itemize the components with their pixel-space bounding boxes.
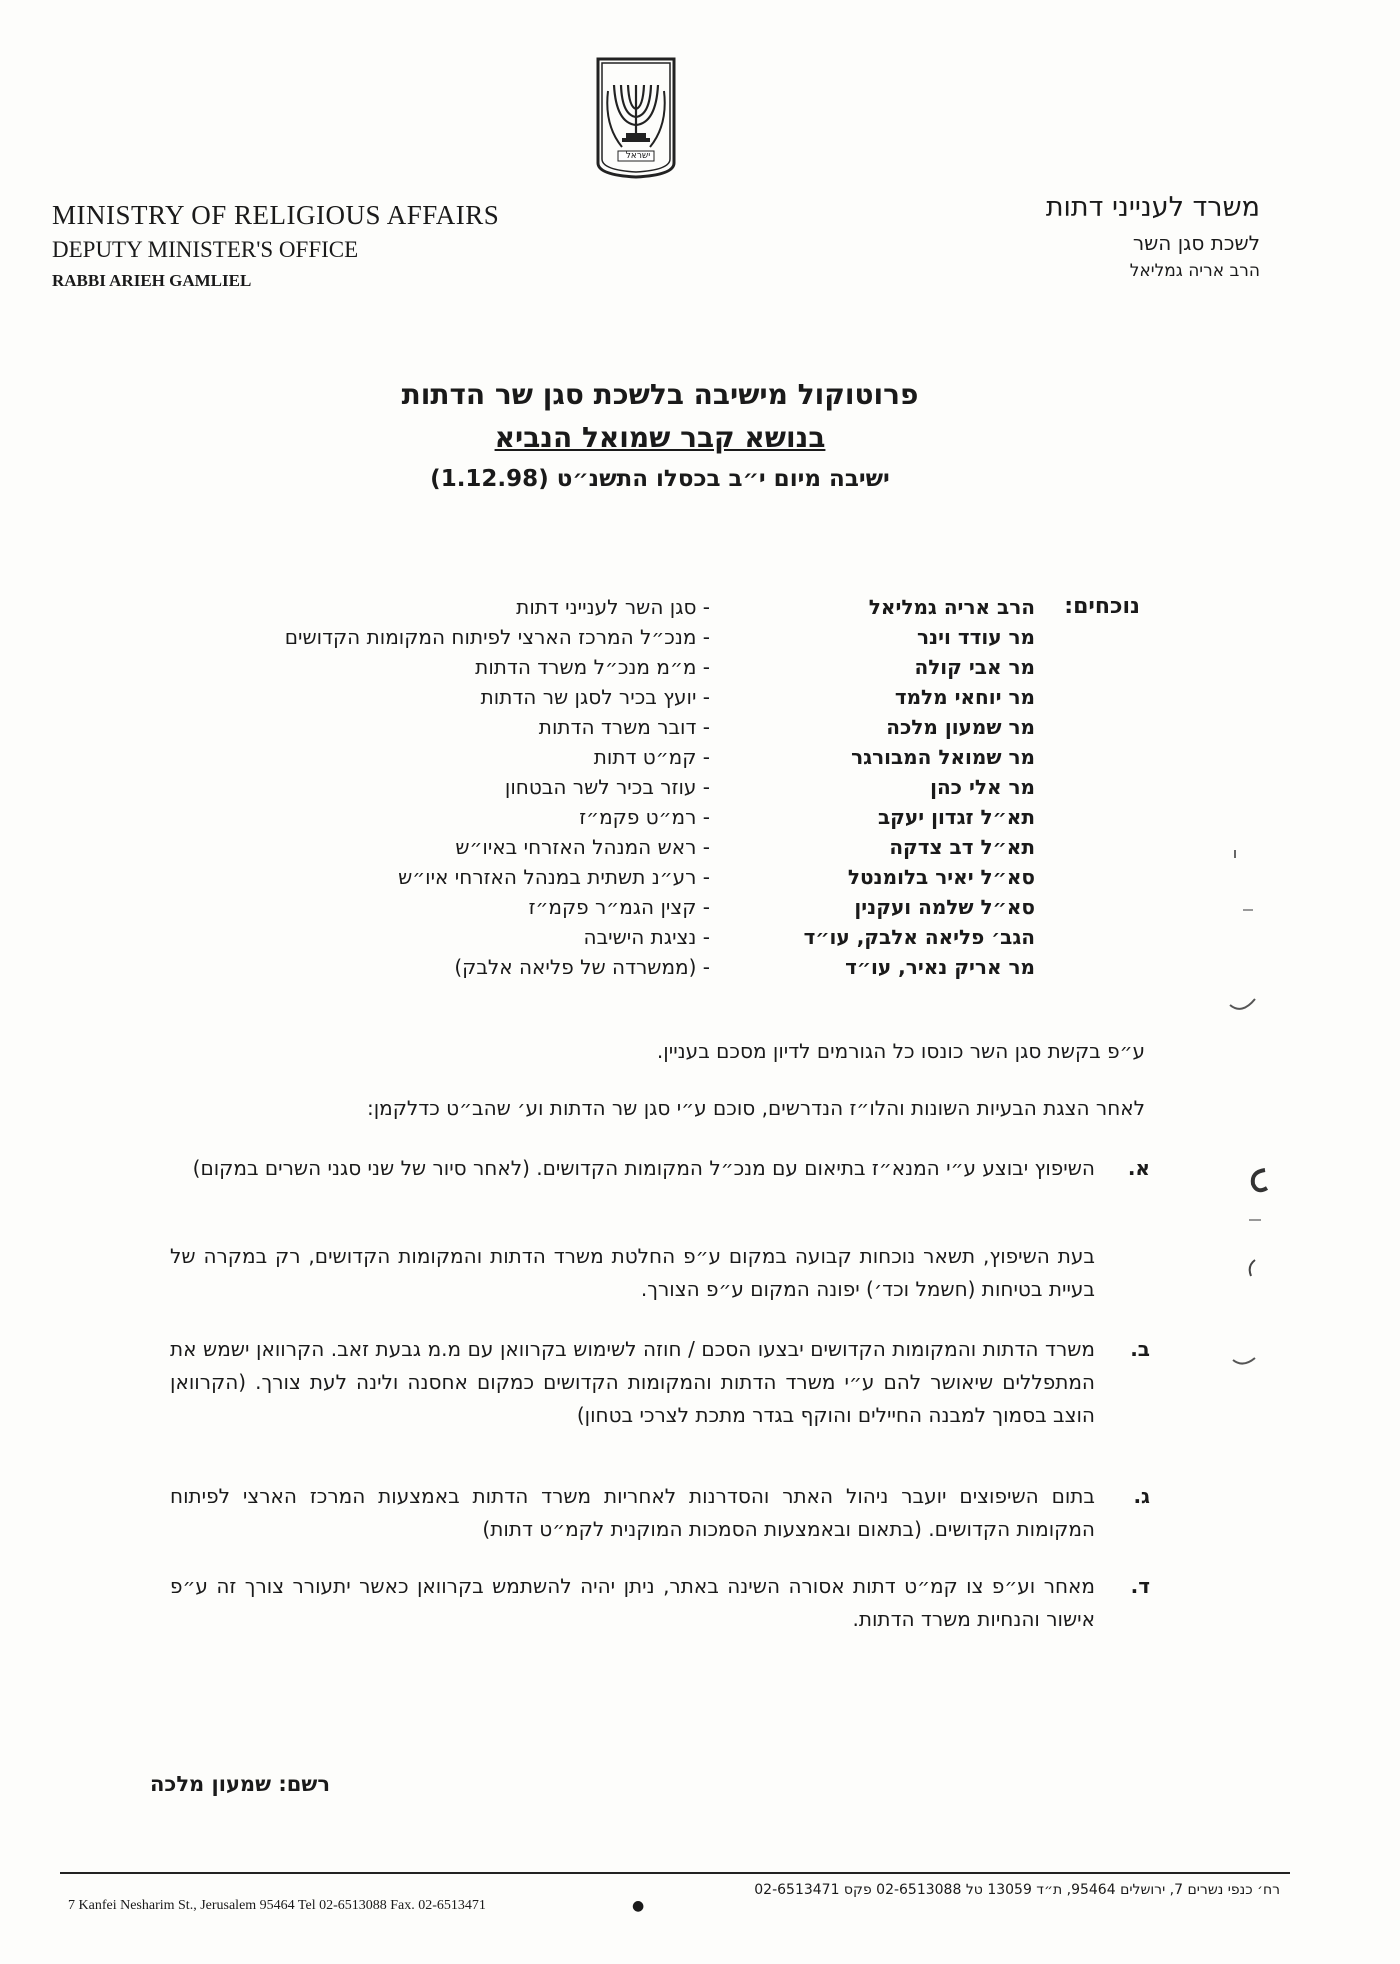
item-marker: ד. bbox=[1130, 1574, 1150, 1598]
summary-paragraph: לאחר הצגת הבעיות השונות והלו״ז הנדרשים, סוכם ע״י סגן שר הדתות וע׳ שהב״ט כדלקמן: bbox=[366, 1096, 1145, 1120]
footer-bullet-icon: ● bbox=[632, 1898, 645, 1914]
title-line-1: פרוטוקול מישיבה בלשכת סגן שר הדתות bbox=[401, 378, 919, 411]
meeting-date: ישיבה מיום י״ב בכסלו התשנ״ט (1.12.98) bbox=[430, 466, 890, 492]
state-emblem-icon bbox=[592, 55, 680, 180]
attendee-name: מר שמואל המבורגר bbox=[851, 745, 1035, 769]
attendee-role: - קצין הגמ״ר פקמ״ז bbox=[528, 895, 710, 919]
footer-address-he: רח׳ כנפי נשרים 7, ירושלים 95464, ת״ד 13059 טל 02-6513088 פקס 02-6513471 bbox=[754, 1882, 1280, 1898]
item-text: משרד הדתות והמקומות הקדושים יבצעו הסכם / חוזה לשימוש בקרוואן עם מ.מ גבעת זאב. הקרוואן ישמש את המתפללים שיאושר להם ע״י משרד הדתות והמקומות הקדושים כמקום אחסנה ולינה לעת צורך. (הקרוואן הוצב בסמוך למבנה החיילים והוקף בגדר מתכת לצרכי בטחון) bbox=[170, 1337, 1095, 1427]
header-english bbox=[52, 200, 499, 291]
office-name-en: DEPUTY MINISTER'S OFFICE bbox=[52, 237, 359, 262]
deputy-name-he: הרב אריה גמליאל bbox=[1129, 261, 1260, 281]
attendee-role: - קמ״ט דתות bbox=[593, 745, 710, 769]
attendee-role: - רע״נ תשתית במנהל האזרחי איו״ש bbox=[398, 865, 710, 889]
attendee-name: מר אבי קולה bbox=[914, 655, 1035, 679]
attendee-name: סא״ל יאיר בלומנטל bbox=[847, 865, 1035, 889]
decision-item-a-continued bbox=[170, 1240, 1150, 1306]
footer-divider bbox=[60, 1872, 1290, 1874]
attendee-name: סא״ל שלמה ועקנין bbox=[854, 895, 1035, 919]
attendee-role: - סגן השר לענייני דתות bbox=[516, 595, 710, 619]
emblem-label: ישראל bbox=[625, 151, 651, 161]
attendee-names bbox=[720, 592, 1035, 982]
attendee-name: מר אריק נאיר, עו״ד bbox=[845, 955, 1035, 979]
attendee-name: מר שמעון מלכה bbox=[886, 715, 1035, 739]
attendee-role: - דובר משרד הדתות bbox=[538, 715, 710, 739]
attendee-name: מר יוחאי מלמד bbox=[894, 685, 1035, 709]
document-title bbox=[300, 378, 1020, 492]
item-marker: ב. bbox=[1130, 1337, 1150, 1361]
margin-marks-icon bbox=[1225, 850, 1285, 1370]
attendee-name: תא״ל דב צדקה bbox=[889, 835, 1035, 859]
ministry-name-en: MINISTRY OF RELIGIOUS AFFAIRS bbox=[52, 200, 500, 230]
header-hebrew bbox=[1046, 192, 1260, 281]
item-text: בתום השיפוצים יועבר ניהול האתר והסדרנות לאחריות משרד הדתות באמצעות המרכז הארצי לפיתוח המקומות הקדושים. (בתאום ובאמצעות הסמכות המוקנית לקמ״ט דתות) bbox=[170, 1484, 1095, 1541]
office-name-he: לשכת סגן השר bbox=[1132, 231, 1260, 255]
ministry-name-he: משרד לענייני דתות bbox=[1045, 192, 1260, 223]
recorder-signature: רשם: שמעון מלכה bbox=[150, 1772, 330, 1796]
attendee-name: הרב אריה גמליאל bbox=[868, 595, 1035, 619]
decision-item-a bbox=[170, 1152, 1150, 1185]
intro-paragraph: ע״פ בקשת סגן השר כונסו כל הגורמים לדיון מסכם בעניין. bbox=[656, 1039, 1145, 1063]
deputy-name-en: RABBI ARIEH GAMLIEL bbox=[52, 271, 252, 290]
decision-item-b bbox=[170, 1333, 1150, 1432]
attendee-role: - מנכ״ל המרכז הארצי לפיתוח המקומות הקדושים bbox=[284, 625, 710, 649]
attendee-role: - נציגת הישיבה bbox=[583, 925, 710, 949]
item-marker: ג. bbox=[1133, 1484, 1150, 1508]
item-text: השיפוץ יבוצע ע״י המנא״ז בתיאום עם מנכ״ל המקומות הקדושים. (לאחר סיור של שני סגני השרים במקום) bbox=[192, 1156, 1095, 1180]
attendee-role: - יועץ בכיר לסגן שר הדתות bbox=[480, 685, 710, 709]
attendee-name: מר עודד וינר bbox=[917, 625, 1035, 649]
decision-item-c bbox=[170, 1480, 1150, 1546]
footer-address-en: 7 Kanfei Nesharim St., Jerusalem 95464 Tel 02-6513088 Fax. 02-6513471 bbox=[68, 1898, 486, 1913]
attendee-name: מר אלי כהן bbox=[930, 775, 1035, 799]
attendee-name: תא״ל זגדון יעקב bbox=[877, 805, 1035, 829]
item-text: בעת השיפוץ, תשאר נוכחות קבועה במקום ע״פ החלטת משרד הדתות והמקומות הקדושים, רק במקרה של בעיית בטיחות (חשמל וכד׳) יפונה המקום ע״פ הצורך. bbox=[170, 1244, 1095, 1301]
title-subject: בנושא קבר שמואל הנביא bbox=[494, 421, 826, 454]
attendee-role: - עוזר בכיר לשר הבטחון bbox=[504, 775, 710, 799]
attendee-role: - (ממשרדה של פליאה אלבק) bbox=[454, 955, 710, 979]
attendees-label: נוכחים: bbox=[1064, 594, 1140, 619]
attendee-role: - מ״מ מנכ״ל משרד הדתות bbox=[475, 655, 710, 679]
item-text: מאחר וע״פ צו קמ״ט דתות אסורה השינה באתר, ניתן יהיה להשתמש בקרוואן כאשר יתעורר צורך זה ע״פ אישור והנחיות משרד הדתות. bbox=[170, 1574, 1095, 1631]
attendee-name: הגב׳ פליאה אלבק, עו״ד bbox=[803, 925, 1035, 949]
attendee-role: - ראש המנהל האזרחי באיו״ש bbox=[455, 835, 710, 859]
attendee-role: - רמ״ט פקמ״ז bbox=[579, 805, 710, 829]
attendee-roles bbox=[150, 592, 710, 982]
decision-item-d bbox=[170, 1570, 1150, 1636]
item-marker: א. bbox=[1127, 1156, 1150, 1180]
